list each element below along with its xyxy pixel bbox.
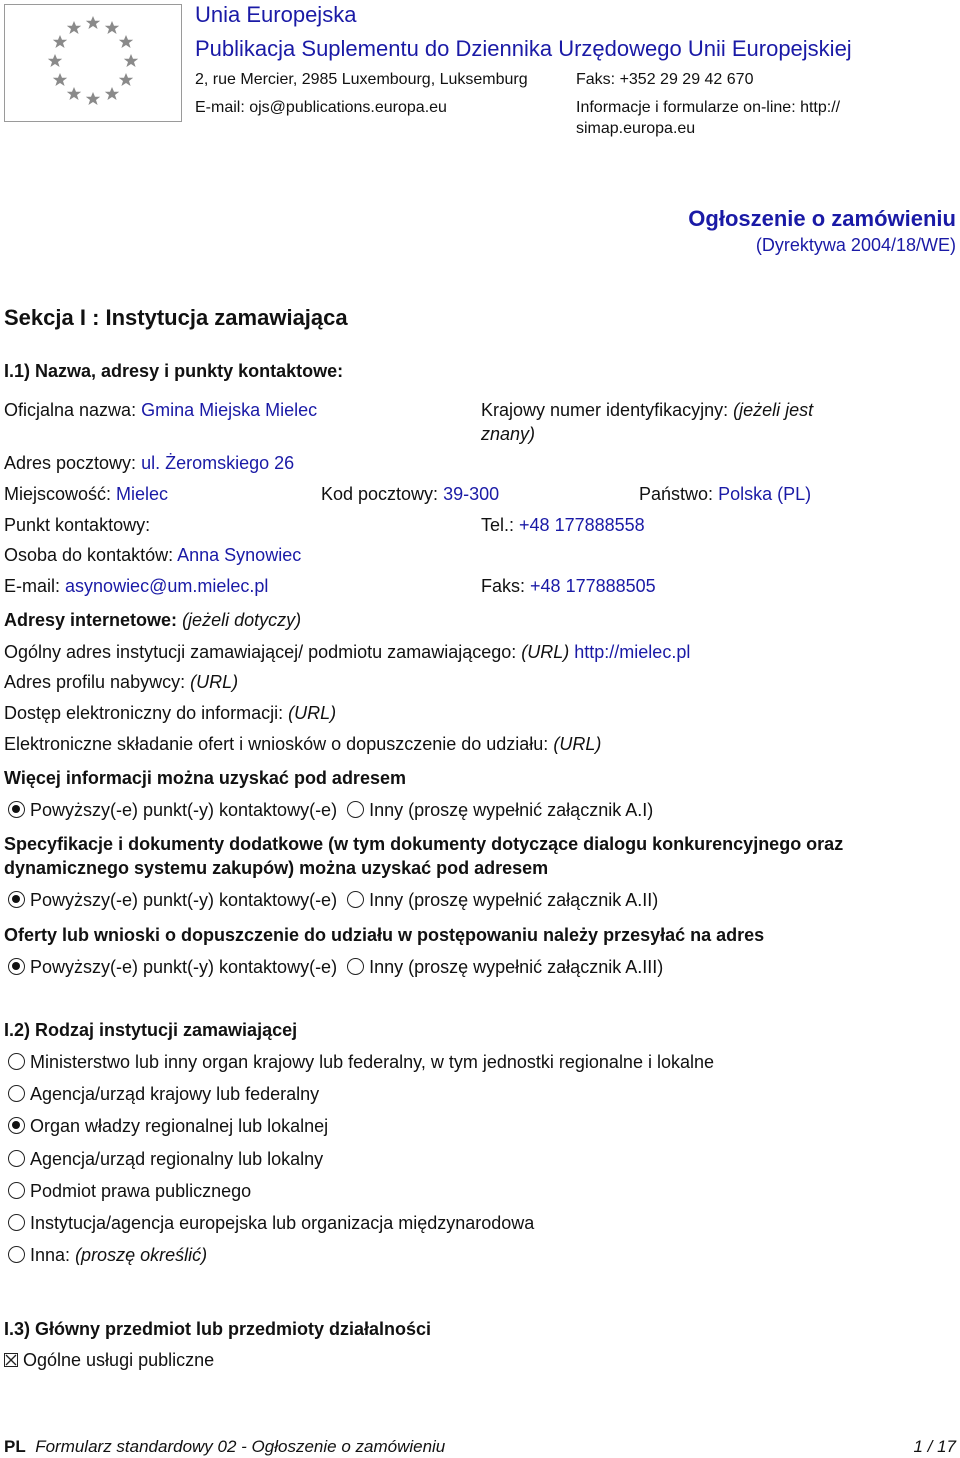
official-name-value: Gmina Miejska Mielec [141, 400, 318, 420]
national-id-hint-2: znany) [481, 424, 536, 444]
s11-heading: I.1) Nazwa, adresy i punkty kontaktowe: [4, 361, 344, 381]
town-value: Mielec [116, 484, 169, 504]
specs-heading-2: dynamicznego systemu zakupów) można uzyskać pod adresem [4, 858, 549, 878]
contact-person-label: Osoba do kontaktów: [4, 545, 174, 565]
more-info-heading: Więcej informacji można uzyskać pod adresem [4, 768, 406, 788]
national-id-row [481, 400, 813, 421]
buyer-profile-hint: (URL) [190, 672, 239, 692]
header-online-line1: Informacje i formularze on-line: http:// [576, 99, 841, 116]
country-value: Polska (PL) [718, 484, 812, 504]
s12-option-label: Instytucja/agencja europejska lub organizacja międzynarodowa [30, 1213, 535, 1233]
radio-selected-icon[interactable] [8, 1117, 25, 1134]
contact-point-label: Punkt kontaktowy: [4, 515, 151, 535]
s12-option-5 [8, 1213, 534, 1234]
s12-option-label: Organ władzy regionalnej lub lokalnej [30, 1116, 329, 1136]
country-row [639, 484, 811, 505]
s12-option-label: Agencja/urząd krajowy lub federalny [30, 1084, 320, 1104]
s13-option [4, 1350, 214, 1371]
buyer-profile-label: Adres profilu nabywcy: [4, 672, 186, 692]
general-url-value: http://mielec.pl [574, 642, 691, 662]
header-publication: Publikacja Suplementu do Dziennika Urzędowego Unii Europejskiej [195, 36, 852, 61]
s12-heading: I.2) Rodzaj instytucji zamawiającej [4, 1020, 298, 1040]
s12-option-0 [8, 1052, 714, 1073]
header-address: 2, rue Mercier, 2985 Luxembourg, Luksemburg [195, 71, 528, 88]
doc-directive: (Dyrektywa 2004/18/WE) [755, 235, 956, 255]
radio-empty-icon[interactable] [8, 1053, 25, 1070]
country-label: Państwo: [639, 484, 714, 504]
e-access-label: Dostęp elektroniczny do informacji: [4, 703, 284, 723]
radio-selected-icon[interactable] [8, 891, 25, 908]
internet-label: Adresy internetowe: [4, 610, 178, 630]
official-name-row [4, 400, 317, 421]
s12-option-6 [8, 1245, 207, 1266]
radio-selected-icon[interactable] [8, 958, 25, 975]
postal-row [4, 453, 294, 474]
internet-row [4, 610, 301, 631]
section-heading: Sekcja I : Instytucja zamawiająca [4, 305, 348, 330]
contact-person-row [4, 545, 301, 566]
tenders-opt1: Powyższy(-e) punkt(-y) kontaktowy(-e) [30, 957, 338, 977]
radio-empty-icon[interactable] [8, 1085, 25, 1102]
footer-lang: PL [4, 1437, 26, 1456]
header-online-line2: simap.europa.eu [576, 120, 696, 137]
email-row [4, 576, 268, 597]
s12-option-label: Agencja/urząd regionalny lub lokalny [30, 1149, 324, 1169]
specs-heading-1: Specyfikacje i dokumenty dodatkowe (w tym dokumenty dotyczące dialogu konkurencyjnego oraz [4, 834, 844, 854]
general-url-label: Ogólny adres instytucji zamawiającej/ podmiotu zamawiającego: [4, 642, 517, 662]
internet-hint: (jeżeli dotyczy) [182, 610, 302, 630]
postal-value: ul. Żeromskiego 26 [141, 453, 295, 473]
header-org: Unia Europejska [195, 2, 357, 27]
radio-empty-icon[interactable] [347, 891, 364, 908]
tel-value: +48 177888558 [519, 515, 645, 535]
national-id-hint-1: (jeżeli jest [733, 400, 814, 420]
official-name-label: Oficjalna nazwa: [4, 400, 137, 420]
e-submission-row [4, 734, 601, 755]
radio-empty-icon[interactable] [347, 801, 364, 818]
s12-option-1 [8, 1084, 319, 1105]
checkbox-checked-icon[interactable] [4, 1353, 18, 1367]
radio-empty-icon[interactable] [8, 1214, 25, 1231]
e-access-row [4, 703, 336, 724]
buyer-profile-row [4, 672, 238, 693]
footer-page: 1 / 17 [913, 1437, 956, 1456]
tenders-options [8, 957, 663, 978]
general-url-hint: (URL) [521, 642, 570, 662]
footer-left [4, 1437, 445, 1457]
s12-option-3 [8, 1149, 323, 1170]
tel-row [481, 515, 645, 536]
footer-form: Formularz standardowy 02 - Ogłoszenie o zamówieniu [35, 1437, 446, 1456]
more-info-opt1: Powyższy(-e) punkt(-y) kontaktowy(-e) [30, 800, 338, 820]
header-email: E-mail: ojs@publications.europa.eu [195, 99, 447, 116]
s12-option-label: Ministerstwo lub inny organ krajowy lub federalny, w tym jednostki regionalne i lokalne [30, 1052, 714, 1072]
e-access-hint: (URL) [288, 703, 337, 723]
e-submission-hint: (URL) [553, 734, 602, 754]
eu-flag-stars-icon [5, 5, 181, 121]
doc-title: Ogłoszenie o zamówieniu [688, 206, 956, 231]
postcode-row [321, 484, 499, 505]
fax-label: Faks: [481, 576, 526, 596]
radio-empty-icon[interactable] [8, 1246, 25, 1263]
radio-empty-icon[interactable] [8, 1150, 25, 1167]
national-id-label: Krajowy numer identyfikacyjny: [481, 400, 729, 420]
more-info-options [8, 800, 653, 821]
email-label: E-mail: [4, 576, 61, 596]
radio-empty-icon[interactable] [347, 958, 364, 975]
email-value: asynowiec@um.mielec.pl [65, 576, 269, 596]
town-label: Miejscowość: [4, 484, 112, 504]
tenders-opt2: Inny (proszę wypełnić załącznik A.III) [369, 957, 664, 977]
eu-logo [4, 4, 182, 122]
s13-heading: I.3) Główny przedmiot lub przedmioty działalności [4, 1319, 432, 1339]
radio-empty-icon[interactable] [8, 1182, 25, 1199]
more-info-opt2: Inny (proszę wypełnić załącznik A.I) [369, 800, 654, 820]
contact-person-value: Anna Synowiec [177, 545, 302, 565]
postcode-label: Kod pocztowy: [321, 484, 439, 504]
fax-value: +48 177888505 [530, 576, 656, 596]
specs-opt1: Powyższy(-e) punkt(-y) kontaktowy(-e) [30, 890, 338, 910]
s13-option-label: Ogólne usługi publiczne [23, 1350, 215, 1370]
postal-label: Adres pocztowy: [4, 453, 137, 473]
e-submission-label: Elektroniczne składanie ofert i wniosków o dopuszczenie do udziału: [4, 734, 549, 754]
fax-row [481, 576, 656, 597]
specs-opt2: Inny (proszę wypełnić załącznik A.II) [369, 890, 659, 910]
s12-option-2 [8, 1116, 328, 1137]
radio-selected-icon[interactable] [8, 801, 25, 818]
postcode-value: 39-300 [443, 484, 500, 504]
s12-option-label: Podmiot prawa publicznego [30, 1181, 252, 1201]
s12-other-hint: (proszę określić) [75, 1245, 208, 1265]
tel-label: Tel.: [481, 515, 515, 535]
header-fax: Faks: +352 29 29 42 670 [576, 71, 754, 88]
specs-options [8, 890, 658, 911]
s12-option-4 [8, 1181, 251, 1202]
s12-option-label: Inna: [30, 1245, 71, 1265]
town-row [4, 484, 168, 505]
tenders-heading: Oferty lub wnioski o dopuszczenie do udziału w postępowaniu należy przesyłać na adres [4, 925, 765, 945]
general-url-row [4, 642, 690, 663]
